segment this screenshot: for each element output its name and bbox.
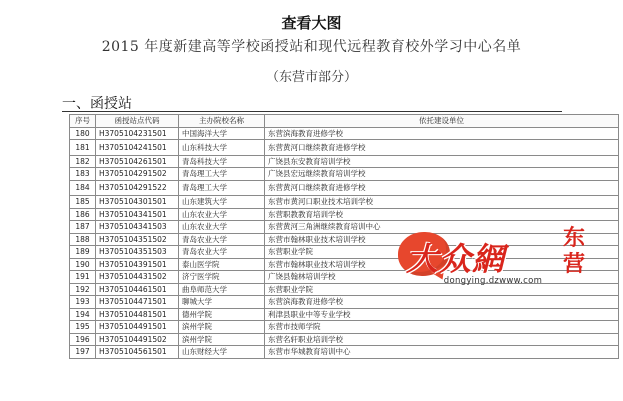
cell-school: 青岛科技大学 — [179, 155, 265, 168]
cell-host-unit: 东营黄河口继续教育进修学校 — [265, 140, 619, 156]
cell-number: 186 — [70, 208, 96, 221]
table-row — [70, 208, 619, 221]
cell-code: H3705104241501 — [96, 140, 179, 156]
cell-code: H3705104431502 — [96, 271, 179, 284]
column-header-host-unit: 依托建设单位 — [265, 115, 619, 128]
cell-number: 197 — [70, 346, 96, 359]
cell-number: 181 — [70, 140, 96, 156]
cell-number: 180 — [70, 127, 96, 140]
cell-school: 山东农业大学 — [179, 208, 265, 221]
cell-school: 德州学院 — [179, 308, 265, 321]
cell-number: 185 — [70, 196, 96, 209]
cell-code: H3705104491502 — [96, 333, 179, 346]
cell-host-unit: 东营滨海教育进修学校 — [265, 296, 619, 309]
cell-code: H3705104471501 — [96, 296, 179, 309]
cell-code: H3705104351503 — [96, 246, 179, 259]
cell-code: H3705104261501 — [96, 155, 179, 168]
table-row — [70, 155, 619, 168]
cell-school: 滨州学院 — [179, 321, 265, 334]
cell-number: 189 — [70, 246, 96, 259]
watermark-city-char-1: 东 — [562, 226, 585, 251]
cell-host-unit: 东营职业学院 — [265, 246, 619, 259]
cell-number: 195 — [70, 321, 96, 334]
cell-code: H3705104341501 — [96, 208, 179, 221]
cell-number: 196 — [70, 333, 96, 346]
document-title: 2015 年度新建高等学校函授站和现代远程教育校外学习中心名单 — [101, 39, 522, 55]
column-header-school: 主办院校名称 — [179, 115, 265, 128]
watermark-domain: dongying.dzwww.com — [443, 276, 543, 286]
cell-host-unit: 东营市华城教育培训中心 — [265, 346, 619, 359]
cell-host-unit: 利津县职业中等专业学校 — [265, 308, 619, 321]
cell-host-unit: 东营市技师学院 — [265, 321, 619, 334]
cell-host-unit: 东营市翰林职业技术培训学校 — [265, 258, 619, 271]
view-large-image-link[interactable]: 查看大图 — [281, 14, 342, 32]
table-row — [70, 296, 619, 309]
cell-number: 187 — [70, 221, 96, 234]
cell-school: 山东建筑大学 — [179, 196, 265, 209]
cell-number: 183 — [70, 168, 96, 181]
cell-host-unit: 东营职教教育培训学校 — [265, 208, 619, 221]
cell-school: 曲阜师范大学 — [179, 283, 265, 296]
section-heading: 一、函授站 — [62, 96, 132, 112]
cell-school: 滨州学院 — [179, 333, 265, 346]
cell-host-unit: 东营职业学院 — [265, 283, 619, 296]
table-row — [70, 346, 619, 359]
table-row — [70, 127, 619, 140]
cell-number: 193 — [70, 296, 96, 309]
watermark-brand-name: 大众網 — [406, 240, 506, 278]
cell-school: 泰山医学院 — [179, 258, 265, 271]
table-row — [70, 180, 619, 196]
cell-code: H3705104461501 — [96, 283, 179, 296]
watermark-city — [560, 226, 588, 278]
cell-code: H3705104481501 — [96, 308, 179, 321]
cell-code: H3705104351502 — [96, 233, 179, 246]
cell-code: H3705104301501 — [96, 196, 179, 209]
cell-number: 184 — [70, 180, 96, 196]
table-row — [70, 168, 619, 181]
cell-code: H3705104291522 — [96, 180, 179, 196]
cell-school: 山东财经大学 — [179, 346, 265, 359]
cell-host-unit: 东营滨海教育进修学校 — [265, 127, 619, 140]
document-subtitle: （东营市部分） — [265, 70, 357, 85]
cell-school: 山东农业大学 — [179, 221, 265, 234]
table-row — [70, 140, 619, 156]
cell-number: 191 — [70, 271, 96, 284]
cell-host-unit: 广饶县翰林培训学校 — [265, 271, 619, 284]
cell-code: H3705104341503 — [96, 221, 179, 234]
cell-number: 192 — [70, 283, 96, 296]
cell-number: 188 — [70, 233, 96, 246]
cell-school: 青岛农业大学 — [179, 233, 265, 246]
cell-number: 182 — [70, 155, 96, 168]
cell-number: 190 — [70, 258, 96, 271]
cell-host-unit: 广饶县宏远继续教育培训学校 — [265, 168, 619, 181]
column-header-number: 序号 — [70, 115, 96, 128]
cell-school: 中国海洋大学 — [179, 127, 265, 140]
column-header-code: 函授站点代码 — [96, 115, 179, 128]
cell-school: 山东科技大学 — [179, 140, 265, 156]
cell-code: H3705104561501 — [96, 346, 179, 359]
cell-code: H3705104291502 — [96, 168, 179, 181]
cell-host-unit: 东营黄河口继续教育进修学校 — [265, 180, 619, 196]
table-header-row — [70, 115, 619, 128]
cell-host-unit: 东营黄河三角洲继续教育培训中心 — [265, 221, 619, 234]
cell-school: 青岛理工大学 — [179, 180, 265, 196]
cell-school: 济宁医学院 — [179, 271, 265, 284]
table-row — [70, 333, 619, 346]
cell-host-unit: 东营名轩职业培训学校 — [265, 333, 619, 346]
cell-host-unit: 广饶县东安教育培训学校 — [265, 155, 619, 168]
table-row — [70, 196, 619, 209]
cell-code: H3705104391501 — [96, 258, 179, 271]
cell-school: 青岛农业大学 — [179, 246, 265, 259]
table-row — [70, 321, 619, 334]
cell-number: 194 — [70, 308, 96, 321]
cell-host-unit: 东营市黄河口职业技术培训学校 — [265, 196, 619, 209]
cell-code: H3705104491501 — [96, 321, 179, 334]
watermark-city-char-2: 营 — [562, 252, 585, 277]
cell-school: 聊城大学 — [179, 296, 265, 309]
cell-school: 青岛理工大学 — [179, 168, 265, 181]
cell-code: H3705104231501 — [96, 127, 179, 140]
dazhong-watermark — [398, 226, 614, 292]
cell-host-unit: 东营市翰林职业技术培训学校 — [265, 233, 619, 246]
table-row — [70, 308, 619, 321]
section-divider — [62, 111, 562, 112]
